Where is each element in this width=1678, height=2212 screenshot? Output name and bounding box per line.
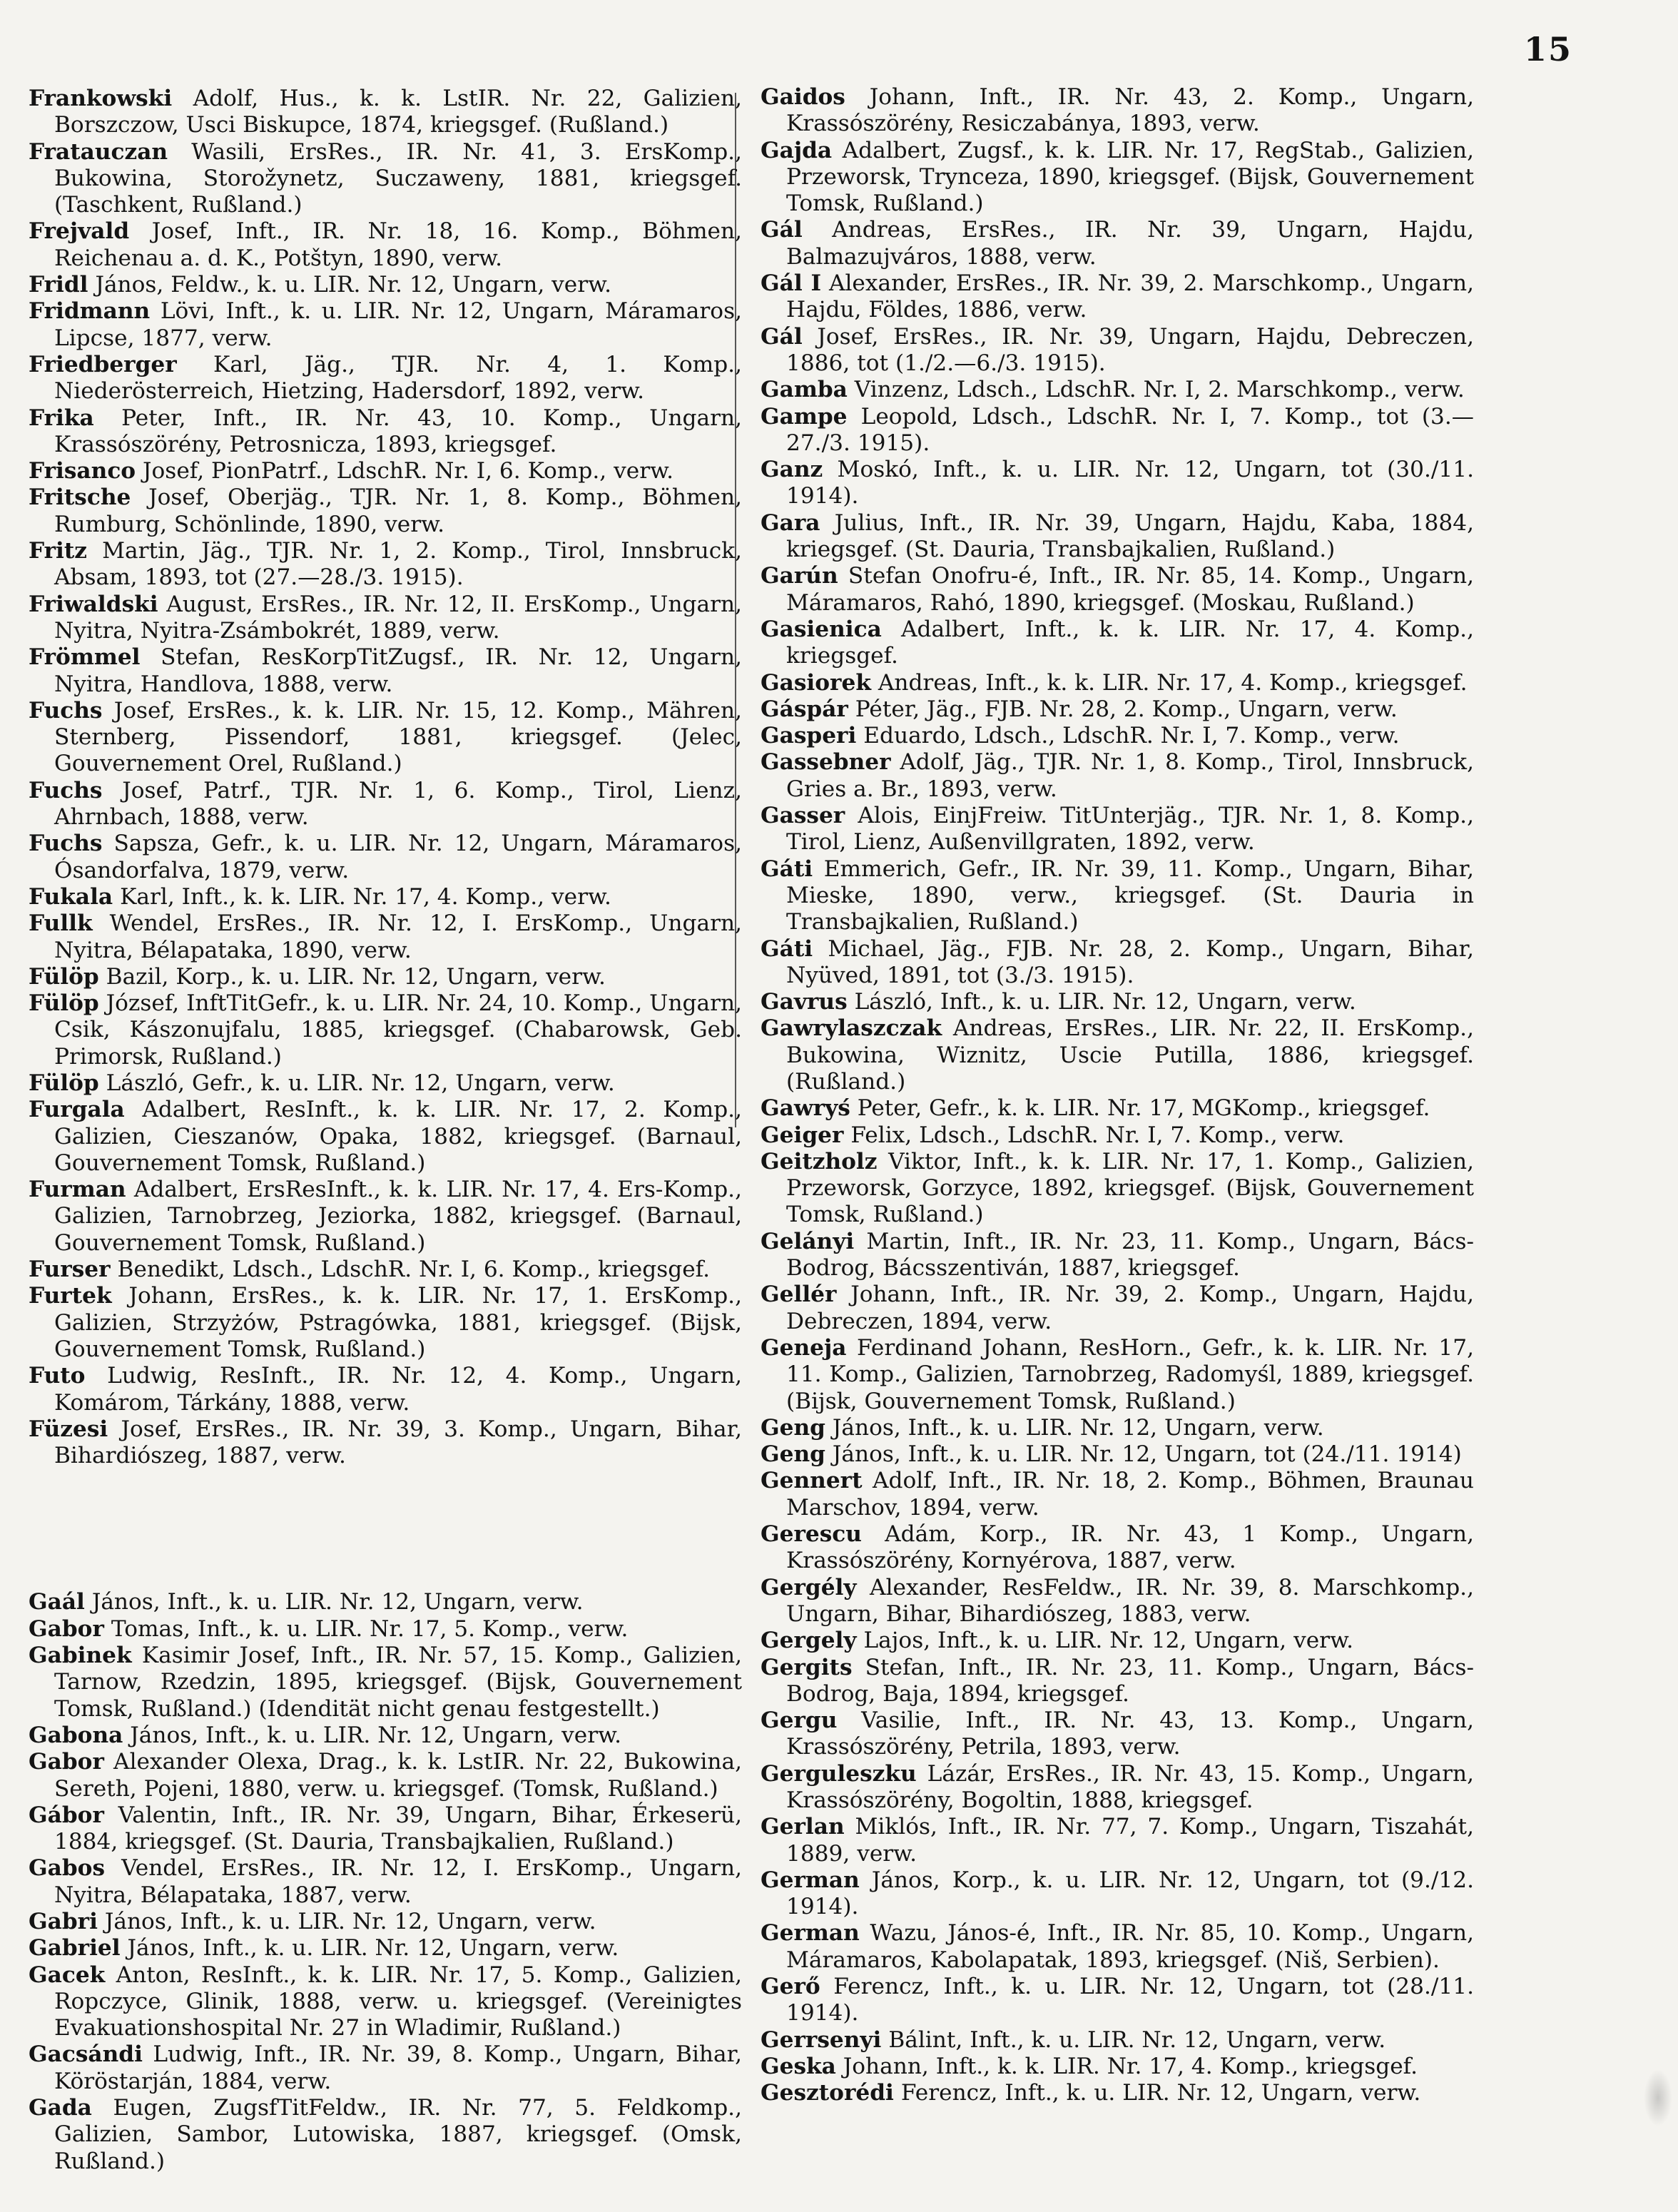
register-entry: [761, 1867, 1474, 1921]
register-entry: [761, 1149, 1474, 1229]
register-entry: [29, 1257, 742, 1283]
entry-surname: Gassebner: [761, 749, 891, 776]
entry-details: Anton, ResInft., k. k. LIR. Nr. 17, 5. Komp., Galizien, Ropczyce, Glinik, 1888, verw. u. kriegsgef. (Vereinigtes Evakuationshospital Nr. 27 in Wladimir, Rußland.): [54, 1962, 742, 2041]
register-entry: [761, 723, 1474, 749]
register-entry: [29, 1643, 742, 1723]
entry-details: Vasilie, Inft., IR. Nr. 43, 13. Komp., Ungarn, Krassószörény, Petrila, 1893, verw.: [786, 1708, 1474, 1760]
entry-surname: Geitzholz: [761, 1148, 878, 1175]
register-entry: [29, 1749, 742, 1802]
register-entry: [761, 696, 1474, 723]
entry-surname: Gerlan: [761, 1814, 845, 1840]
entry-details: László, Gefr., k. u. LIR. Nr. 12, Ungarn, verw.: [106, 1070, 615, 1096]
register-entry: [29, 272, 742, 298]
entry-details: János, Korp., k. u. LIR. Nr. 12, Ungarn, tot (9./12. 1914).: [786, 1867, 1474, 1920]
register-entry: [761, 270, 1474, 324]
register-entry: [761, 1015, 1474, 1095]
register-entry: [29, 910, 742, 964]
register-entry: [761, 1761, 1474, 1815]
entry-details: Johann, Inft., IR. Nr. 43, 2. Komp., Ungarn, Krassószörény, Resiczabánya, 1893, verw.: [786, 84, 1474, 137]
entry-details: Johann, ErsRes., k. k. LIR. Nr. 17, 1. ErsKomp., Galizien, Strzyżów, Pstragówka, 1881, kriegsgef. (Bijsk, Gouvernement Tomsk, Rußland.): [54, 1283, 742, 1362]
entry-details: Stefan, ResKorpTitZugsf., IR. Nr. 12, Ungarn, Nyitra, Handlova, 1888, verw.: [54, 644, 742, 697]
entry-surname: Gesztorédi: [761, 2080, 894, 2106]
entry-details: Ferencz, Inft., k. u. LIR. Nr. 12, Ungarn, verw.: [900, 2080, 1421, 2106]
entry-details: Alexander, ResFeldw., IR. Nr. 39, 8. Marschkomp., Ungarn, Bihar, Bihardiószeg, 1883, verw.: [786, 1574, 1474, 1627]
register-entry: [761, 1814, 1474, 1867]
entry-details: August, ErsRes., IR. Nr. 12, II. ErsKomp., Ungarn, Nyitra, Nyitra-Zsámbokrét, 1889, verw.: [54, 591, 743, 644]
register-entry: [761, 1628, 1474, 1654]
register-entry: [761, 377, 1474, 403]
entry-surname: Geng: [761, 1441, 825, 1468]
entry-details: Johann, Inft., k. k. LIR. Nr. 17, 4. Komp., kriegsgef.: [843, 2053, 1418, 2079]
entry-surname: Gara: [761, 509, 820, 536]
register-entry: [761, 1521, 1474, 1575]
entry-surname: Geska: [761, 2053, 836, 2079]
entry-details: Ludwig, ResInft., IR. Nr. 12, 4. Komp., Ungarn, Komárom, Tárkány, 1888, verw.: [54, 1363, 742, 1416]
register-entry: [761, 1335, 1474, 1415]
register-entry: [29, 2095, 742, 2175]
entry-details: János, Inft., k. u. LIR. Nr. 12, Ungarn, verw.: [127, 1935, 619, 1962]
entry-surname: Geneja: [761, 1334, 847, 1361]
register-entry: [761, 1655, 1474, 1708]
register-entry: [761, 2080, 1474, 2106]
entry-surname: Gál: [761, 323, 803, 350]
entry-surname: Friedberger: [29, 351, 177, 377]
entry-details: Viktor, Inft., k. k. LIR. Nr. 17, 1. Komp., Galizien, Przeworsk, Gorzyce, 1892, kriegsgef. (Bijsk, Gouvernement Tomsk, Rußland.): [786, 1148, 1475, 1228]
entry-surname: Fullk: [29, 910, 93, 937]
entry-details: Josef, Inft., IR. Nr. 18, 16. Komp., Böhmen, Reichenau a. d. K., Potštyn, 1890, verw.: [54, 218, 742, 271]
entry-details: Alois, EinjFreiw. TitUnterjäg., TJR. Nr. 1, 8. Komp., Tirol, Lienz, Außenvillgraten, 1892, verw.: [786, 803, 1474, 856]
entry-details: Adolf, Inft., IR. Nr. 18, 2. Komp., Böhmen, Braunau Marschov, 1894, verw.: [786, 1468, 1474, 1521]
register-entry: [29, 884, 742, 910]
entry-details: Sapsza, Gefr., k. u. LIR. Nr. 12, Ungarn, Máramaros, Ósandorfalva, 1879, verw.: [54, 831, 742, 883]
entry-surname: Fuchs: [29, 831, 103, 857]
entry-details: Benedikt, Ldsch., LdschR. Nr. I, 6. Komp., kriegsgef.: [117, 1257, 711, 1283]
entry-details: Alexander, ErsRes., IR. Nr. 39, 2. Marschkomp., Ungarn, Hajdu, Földes, 1886, verw.: [786, 270, 1474, 323]
entry-details: Lövi, Inft., k. u. LIR. Nr. 12, Ungarn, Máramaros, Lipcse, 1877, verw.: [54, 298, 742, 351]
entry-surname: Gelányi: [761, 1228, 855, 1254]
register-entry: [29, 778, 742, 831]
entry-surname: Frankowski: [29, 86, 173, 111]
entry-details: Martin, Inft., IR. Nr. 23, 11. Komp., Ungarn, Bács-Bodrog, Bácsszentiván, 1887, kriegsgef.: [786, 1228, 1474, 1282]
entry-surname: Gál I: [761, 270, 822, 297]
entry-details: Johann, Inft., IR. Nr. 39, 2. Komp., Ungarn, Hajdu, Debreczen, 1894, verw.: [786, 1282, 1474, 1334]
register-entry: [761, 1575, 1474, 1628]
entry-details: Josef, ErsRes., IR. Nr. 39, 3. Komp., Ungarn, Bihar, Bihardiószeg, 1887, verw.: [54, 1416, 742, 1469]
entry-details: Alexander Olexa, Drag., k. k. LstIR. Nr. 22, Bukowina, Sereth, Pojeni, 1880, verw. u. kriegsgef. (Tomsk, Rußland.): [54, 1749, 742, 1802]
left-column: [29, 86, 742, 2175]
entry-surname: Gál: [761, 217, 803, 243]
entry-details: Ferdinand Johann, ResHorn., Gefr., k. k. LIR. Nr. 17, 11. Komp., Galizien, Tarnobrzeg, Radomyśl, 1889, kriegsgef. (Bijsk, Gouvernement Tomsk, Rußland.): [786, 1334, 1474, 1414]
register-entry: [29, 1177, 742, 1257]
entry-details: Julius, Inft., IR. Nr. 39, Ungarn, Hajdu, Kaba, 1884, kriegsgef. (St. Dauria, Transbajkalien, Rußland.): [786, 509, 1474, 563]
entry-surname: Gabona: [29, 1722, 123, 1748]
register-entry: [761, 1122, 1474, 1149]
entry-surname: Gavrus: [761, 989, 848, 1015]
section-gap: [29, 1469, 742, 1589]
register-entry: [29, 1416, 742, 1470]
register-entry: [761, 936, 1474, 990]
entry-surname: Futo: [29, 1363, 86, 1389]
entry-surname: Gajda: [761, 137, 833, 163]
entry-surname: Ganz: [761, 457, 823, 483]
register-entry: [29, 218, 742, 272]
entry-surname: Fritsche: [29, 484, 131, 511]
entry-details: Péter, Jäg., FJB. Nr. 28, 2. Komp., Ungarn, verw.: [855, 696, 1398, 722]
register-entry: [761, 324, 1474, 377]
entry-surname: Fratauczan: [29, 138, 168, 165]
register-entry: [29, 2041, 742, 2095]
entry-details: Wendel, ErsRes., IR. Nr. 12, I. ErsKomp., Ungarn, Nyitra, Bélapataka, 1890, verw.: [54, 910, 742, 963]
register-entry: [29, 1909, 742, 1935]
entry-details: Valentin, Inft., IR. Nr. 39, Ungarn, Bihar, Érkeserü, 1884, kriegsgef. (St. Dauria, Transbajkalien, Rußland.): [54, 1802, 742, 1855]
entry-details: Karl, Jäg., TJR. Nr. 4, 1. Komp., Niederösterreich, Hietzing, Hadersdorf, 1892, verw.: [54, 351, 742, 405]
register-entry: [761, 749, 1474, 803]
entry-surname: Gerő: [761, 1974, 820, 2000]
entry-details: Bálint, Inft., k. u. LIR. Nr. 12, Ungarn, verw.: [888, 2026, 1386, 2053]
register-entry: [29, 298, 742, 352]
entry-details: Eugen, ZugsfTitFeldw., IR. Nr. 77, 5. Feldkomp., Galizien, Sambor, Lutowiska, 1887, kriegsgef. (Omsk, Rußland.): [54, 2095, 742, 2174]
register-entry: [761, 1708, 1474, 1761]
entry-surname: Gabor: [29, 1615, 104, 1642]
entry-details: Adolf, Hus., k. k. LstIR. Nr. 22, Galizien, Borszczow, Usci Biskupce, 1874, kriegsgef. (Rußland.): [54, 86, 743, 138]
register-entry: [761, 404, 1474, 457]
entry-surname: Gaidos: [761, 84, 845, 110]
entry-surname: Fuchs: [29, 697, 103, 724]
register-entry: [29, 538, 742, 592]
register-entry: [761, 1095, 1474, 1122]
entry-details: Josef, PionPatrf., LdschR. Nr. I, 6. Komp., verw.: [143, 458, 674, 484]
entry-details: Josef, Oberjäg., TJR. Nr. 1, 8. Komp., Böhmen, Rumburg, Schönlinde, 1890, verw.: [54, 484, 742, 537]
entry-details: Vendel, ErsRes., IR. Nr. 12, I. ErsKomp., Ungarn, Nyitra, Bélapataka, 1887, verw.: [54, 1855, 742, 1908]
register-entry: [29, 484, 742, 538]
register-entry: [761, 457, 1474, 510]
entry-details: Vinzenz, Ldsch., LdschR. Nr. I, 2. Marschkomp., verw.: [854, 377, 1465, 403]
entry-surname: Gergély: [761, 1574, 857, 1600]
entry-details: Ludwig, Inft., IR. Nr. 39, 8. Komp., Ungarn, Bihar, Köröstarján, 1884, verw.: [54, 2041, 742, 2094]
register-entry: [29, 698, 742, 778]
register-entry: [761, 510, 1474, 564]
entry-surname: Fuchs: [29, 777, 103, 803]
entry-surname: Frejvald: [29, 218, 130, 245]
entry-details: János, Inft., k. u. LIR. Nr. 12, Ungarn, verw.: [104, 1909, 596, 1934]
entry-details: Lajos, Inft., k. u. LIR. Nr. 12, Ungarn, verw.: [863, 1628, 1353, 1654]
entry-details: Peter, Gefr., k. k. LIR. Nr. 17, MGKomp., kriegsgef.: [857, 1095, 1430, 1122]
entry-details: Miklós, Inft., IR. Nr. 77, 7. Komp., Ungarn, Tiszahát, 1889, verw.: [786, 1814, 1474, 1867]
entry-surname: Gabos: [29, 1855, 106, 1882]
entry-surname: Friwaldski: [29, 591, 158, 617]
register-entry: [29, 1802, 742, 1856]
register-entry: [29, 1935, 742, 1962]
register-entry: [29, 990, 742, 1070]
register-entry: [761, 1920, 1474, 1974]
register-entry: [761, 803, 1474, 856]
register-entry: [761, 563, 1474, 617]
entry-surname: Garún: [761, 563, 838, 589]
register-entry: [761, 856, 1474, 936]
entry-surname: Gasienica: [761, 616, 882, 642]
register-entry: [761, 670, 1474, 696]
entry-surname: Gáti: [761, 856, 813, 882]
entry-details: Moskó, Inft., k. u. LIR. Nr. 12, Ungarn, tot (30./11. 1914).: [786, 457, 1474, 509]
register-entry: [761, 1282, 1474, 1335]
register-entry: [29, 1723, 742, 1749]
entry-details: Karl, Inft., k. k. LIR. Nr. 17, 4. Komp., verw.: [120, 883, 611, 910]
entry-surname: Gergely: [761, 1628, 857, 1654]
entry-surname: Furgala: [29, 1097, 125, 1123]
entry-surname: Gáti: [761, 935, 813, 962]
entry-surname: Fritz: [29, 538, 87, 564]
entry-surname: Gaál: [29, 1589, 85, 1615]
entry-surname: Gennert: [761, 1468, 863, 1494]
entry-surname: Fülöp: [29, 990, 99, 1017]
entry-details: Eduardo, Ldsch., LdschR. Nr. I, 7. Komp., verw.: [863, 723, 1400, 749]
entry-details: László, Inft., k. u. LIR. Nr. 12, Ungarn, verw.: [854, 989, 1356, 1015]
entry-surname: Gasser: [761, 803, 845, 829]
entry-details: Stefan, Inft., IR. Nr. 23, 11. Komp., Ungarn, Bács-Bodrog, Baja, 1894, kriegsgef.: [786, 1654, 1474, 1707]
entry-surname: Fridl: [29, 272, 88, 298]
register-entry: [29, 458, 742, 484]
register-entry: [761, 2027, 1474, 2054]
entry-surname: Frisanco: [29, 458, 136, 484]
register-entry: [761, 1415, 1474, 1441]
entry-details: Bazil, Korp., k. u. LIR. Nr. 12, Ungarn, verw.: [106, 963, 606, 990]
entry-surname: Gerguleszku: [761, 1760, 917, 1787]
register-entry: [761, 84, 1474, 138]
entry-surname: Gacsándi: [29, 2041, 143, 2068]
entry-surname: Füzesi: [29, 1416, 108, 1442]
entry-details: Adalbert, Zugsf., k. k. LIR. Nr. 17, RegStab., Galizien, Przeworsk, Trynceza, 1890, kriegsgef. (Bijsk, Gouvernement Tomsk, Rußland.): [786, 137, 1474, 217]
register-entry: [761, 2054, 1474, 2080]
entry-details: Wasili, ErsRes., IR. Nr. 41, 3. ErsKomp., Bukowina, Storožynetz, Suczaweny, 1881, kriegsgef. (Taschkent, Rußland.): [54, 138, 742, 218]
register-entry: [761, 1441, 1474, 1468]
entry-surname: Furman: [29, 1177, 126, 1203]
entry-details: János, Inft., k. u. LIR. Nr. 12, Ungarn, tot (24./11. 1914): [832, 1441, 1462, 1468]
entry-surname: Gada: [29, 2095, 92, 2121]
entry-surname: Gabor: [29, 1749, 104, 1775]
entry-details: Michael, Jäg., FJB. Nr. 28, 2. Komp., Ungarn, Bihar, Nyüved, 1891, tot (3./3. 1915).: [786, 935, 1474, 988]
entry-surname: German: [761, 1867, 860, 1893]
entry-details: Lázár, ErsRes., IR. Nr. 43, 15. Komp., Ungarn, Krassószörény, Bogoltin, 1888, kriegsgef.: [786, 1760, 1475, 1813]
entry-details: Tomas, Inft., k. u. LIR. Nr. 17, 5. Komp., verw.: [111, 1615, 629, 1642]
page-number: 15: [1523, 30, 1572, 69]
register-entry: [29, 352, 742, 405]
entry-details: Josef, ErsRes., k. k. LIR. Nr. 15, 12. Komp., Mähren, Sternberg, Pissendorf, 1881, kriegsgef. (Jelec, Gouvernement Orel, Rußland.): [54, 697, 742, 777]
register-entry: [29, 1283, 742, 1363]
entry-surname: Gabri: [29, 1909, 98, 1934]
entry-surname: Furtek: [29, 1283, 112, 1309]
register-entry: [29, 1616, 742, 1643]
right-column: [761, 84, 1474, 2107]
entry-surname: Gerrsenyi: [761, 2026, 882, 2053]
entry-details: Wazu, János-é, Inft., IR. Nr. 85, 10. Komp., Ungarn, Máramaros, Kabolapatak, 1893, kriegsgef. (Niš, Serbien).: [786, 1920, 1474, 1973]
entry-surname: Gáspár: [761, 696, 848, 722]
register-entry: [761, 989, 1474, 1015]
register-entry: [29, 1363, 742, 1416]
entry-details: Leopold, Ldsch., LdschR. Nr. I, 7. Komp., tot (3.—27./3. 1915).: [786, 403, 1474, 456]
entry-surname: Gergits: [761, 1654, 853, 1680]
register-entry: [29, 1855, 742, 1909]
register-entry: [761, 617, 1474, 670]
register-entry: [29, 1589, 742, 1615]
entry-details: Stefan Onofru-é, Inft., IR. Nr. 85, 14. Komp., Ungarn, Máramaros, Rahó, 1890, kriegsgef. (Moskau, Rußland.): [786, 563, 1475, 616]
entry-details: Andreas, ErsRes., IR. Nr. 39, Ungarn, Hajdu, Balmazujváros, 1888, verw.: [786, 217, 1474, 270]
entry-details: János, Feldw., k. u. LIR. Nr. 12, Ungarn, verw.: [95, 272, 612, 298]
entry-surname: Fridmann: [29, 298, 151, 325]
entry-surname: Gerescu: [761, 1521, 862, 1548]
entry-surname: Gasiorek: [761, 669, 871, 696]
entry-surname: Furser: [29, 1257, 111, 1283]
entry-surname: Gawrylaszczak: [761, 1015, 942, 1042]
entry-surname: Gellér: [761, 1282, 837, 1308]
entry-surname: Geng: [761, 1414, 825, 1441]
register-entry: [761, 138, 1474, 218]
entry-surname: Fukala: [29, 883, 113, 910]
page-smudge: [1644, 2069, 1672, 2126]
entry-details: Adalbert, ResInft., k. k. LIR. Nr. 17, 2. Komp., Galizien, Cieszanów, Opaka, 1882, kriegsgef. (Barnaul, Gouvernement Tomsk, Rußland.): [54, 1097, 742, 1176]
register-entry: [29, 1097, 742, 1177]
register-entry: [29, 139, 742, 219]
register-entry: [29, 592, 742, 645]
entry-details: Adolf, Jäg., TJR. Nr. 1, 8. Komp., Tirol, Innsbruck, Gries a. Br., 1893, verw.: [786, 749, 1474, 802]
entry-surname: Gawryś: [761, 1095, 850, 1122]
entry-surname: Gasperi: [761, 723, 857, 749]
register-entry: [761, 1229, 1474, 1282]
entry-surname: Gabinek: [29, 1643, 132, 1669]
entry-details: Emmerich, Gefr., IR. Nr. 39, 11. Komp., Ungarn, Bihar, Mieske, 1890, verw., kriegsgef. (St. Dauria in Transbajkalien, Rußland.): [786, 856, 1474, 935]
entry-details: Kasimir Josef, Inft., IR. Nr. 57, 15. Komp., Galizien, Tarnow, Rzedzin, 1895, kriegsgef. (Bijsk, Gouvernement Tomsk, Rußland.) (Idendität nicht genau festgestellt.): [54, 1643, 742, 1722]
register-entry: [29, 86, 742, 139]
entry-details: József, InftTitGefr., k. u. LIR. Nr. 24, 10. Komp., Ungarn, Csik, Kászonujfalu, 1885, kriegsgef. (Chabarowsk, Geb. Primorsk, Rußland.): [54, 990, 742, 1070]
entry-details: Felix, Ldsch., LdschR. Nr. I, 7. Komp., verw.: [850, 1122, 1345, 1148]
register-entry: [29, 831, 742, 884]
entry-details: Adám, Korp., IR. Nr. 43, 1 Komp., Ungarn, Krassószörény, Kornyérova, 1887, verw.: [786, 1521, 1474, 1574]
entry-surname: Gamba: [761, 377, 848, 403]
entry-surname: Frika: [29, 405, 94, 431]
register-entry: [29, 405, 742, 459]
entry-surname: Frömmel: [29, 644, 141, 671]
register-entry: [29, 1070, 742, 1097]
register-entry: [761, 217, 1474, 270]
entry-details: Josef, ErsRes., IR. Nr. 39, Ungarn, Hajdu, Debreczen, 1886, tot (1./2.—6./3. 1915).: [786, 323, 1474, 376]
entry-details: János, Inft., k. u. LIR. Nr. 12, Ungarn, verw.: [91, 1589, 584, 1615]
entry-details: Martin, Jäg., TJR. Nr. 1, 2. Komp., Tirol, Innsbruck, Absam, 1893, tot (27.—28./3. 1915).: [54, 538, 742, 591]
register-entry: [761, 1974, 1474, 2027]
register-entry: [29, 964, 742, 990]
entry-surname: German: [761, 1920, 860, 1947]
entry-surname: Fülöp: [29, 1070, 99, 1096]
entry-details: Adalbert, Inft., k. k. LIR. Nr. 17, 4. Komp., kriegsgef.: [786, 616, 1474, 669]
entry-details: Ferencz, Inft., k. u. LIR. Nr. 12, Ungarn, tot (28./11. 1914).: [786, 1974, 1474, 2026]
entry-details: János, Inft., k. u. LIR. Nr. 12, Ungarn, verw.: [130, 1722, 622, 1748]
entry-surname: Geiger: [761, 1122, 844, 1148]
entry-details: Peter, Inft., IR. Nr. 43, 10. Komp., Ungarn, Krassószörény, Petrosnicza, 1893, kriegsgef.: [54, 405, 742, 457]
entry-surname: Gampe: [761, 403, 848, 430]
entry-details: Adalbert, ErsResInft., k. k. LIR. Nr. 17, 4. Ers-Komp., Galizien, Tarnobrzeg, Jeziorka, 1882, kriegsgef. (Barnaul, Gouvernement Tomsk, Rußland.): [54, 1177, 742, 1256]
entry-surname: Gacek: [29, 1962, 106, 1988]
register-entry: [29, 644, 742, 698]
register-entry: [29, 1962, 742, 2042]
register-entry: [761, 1468, 1474, 1521]
entry-details: Josef, Patrf., TJR. Nr. 1, 6. Komp., Tirol, Lienz, Ahrnbach, 1888, verw.: [54, 777, 742, 831]
entry-details: János, Inft., k. u. LIR. Nr. 12, Ungarn, verw.: [832, 1414, 1324, 1441]
entry-details: Andreas, ErsRes., LIR. Nr. 22, II. ErsKomp., Bukowina, Wiznitz, Uscie Putilla, 1886, kriegsgef. (Rußland.): [786, 1015, 1474, 1095]
entry-surname: Gergu: [761, 1708, 838, 1734]
entry-details: Andreas, Inft., k. k. LIR. Nr. 17, 4. Komp., kriegsgef.: [878, 669, 1468, 696]
entry-surname: Gábor: [29, 1802, 104, 1828]
entry-surname: Fülöp: [29, 963, 99, 990]
entry-surname: Gabriel: [29, 1935, 121, 1962]
